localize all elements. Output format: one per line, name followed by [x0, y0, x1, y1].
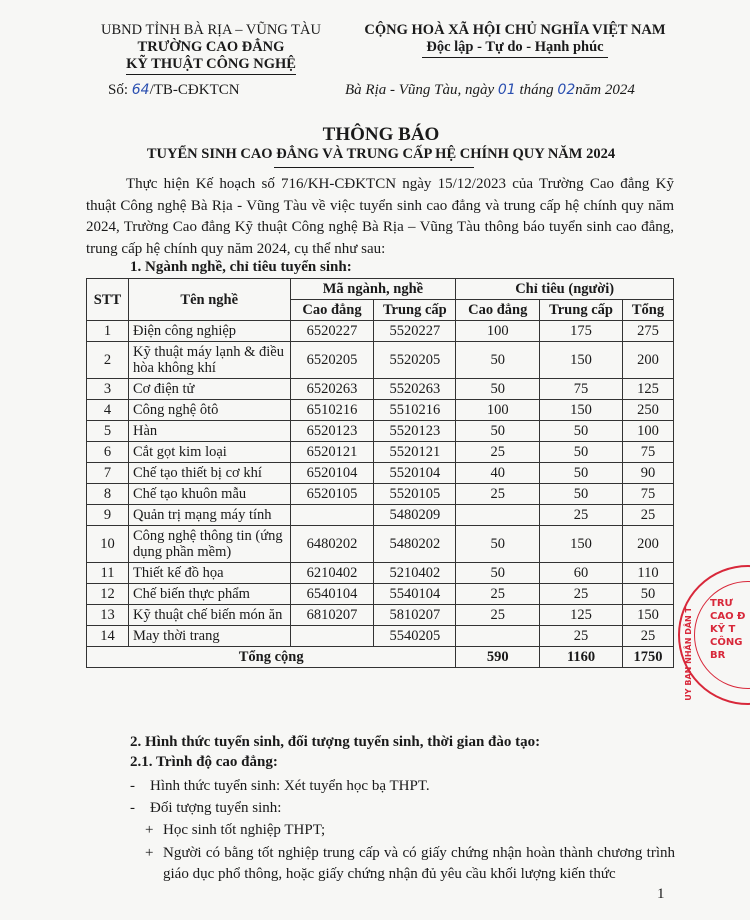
row-quota-cd: 50	[456, 526, 540, 563]
document-subtitle: TUYỂN SINH CAO ĐẲNG VÀ TRUNG CẤP HỆ CHÍNH QUY NĂM 2024	[146, 146, 616, 162]
row-quota-cd: 100	[456, 321, 540, 342]
row-quota-tc: 150	[540, 526, 623, 563]
row-quota-tc: 175	[540, 321, 623, 342]
row-stt: 9	[87, 505, 129, 526]
row-quota-tc: 150	[540, 400, 623, 421]
row-stt: 6	[87, 442, 129, 463]
row-quota-cd: 50	[456, 421, 540, 442]
row-code-cd: 6520227	[290, 321, 374, 342]
quota-table	[86, 278, 674, 668]
row-quota-tc: 60	[540, 563, 623, 584]
row-name: Chế tạo khuôn mẫu	[128, 484, 290, 505]
row-code-cd: 6480202	[290, 526, 374, 563]
row-stt: 13	[87, 605, 129, 626]
row-code-cd: 6520105	[290, 484, 374, 505]
row-code-tc: 5520263	[374, 379, 456, 400]
row-stt: 14	[87, 626, 129, 647]
row-total: 200	[622, 526, 673, 563]
row-code-cd: 6210402	[290, 563, 374, 584]
row-code-tc: 5540104	[374, 584, 456, 605]
table-row	[87, 563, 674, 584]
section-1-heading: 1. Ngành nghề, chỉ tiêu tuyển sinh:	[130, 259, 352, 275]
subbullet-2-text: Người có bằng tốt nghiệp trung cấp và có giấy chứng nhận hoàn thành chương trình giáo dục phổ thông, hoặc giấy chứng nhận đủ yêu cầu khối lượng kiến thức	[163, 845, 675, 882]
table-row	[87, 379, 674, 400]
row-quota-tc: 25	[540, 584, 623, 605]
seal-line: CÔNG	[710, 637, 743, 648]
row-total: 250	[622, 400, 673, 421]
row-name: Hàn	[128, 421, 290, 442]
row-quota-tc: 50	[540, 421, 623, 442]
table-row	[87, 421, 674, 442]
date-month: 02	[557, 82, 576, 98]
row-stt: 2	[87, 342, 129, 379]
row-stt: 8	[87, 484, 129, 505]
row-quota-tc: 150	[540, 342, 623, 379]
table-row	[87, 484, 674, 505]
row-stt: 1	[87, 321, 129, 342]
row-quota-cd: 25	[456, 442, 540, 463]
row-quota-tc: 50	[540, 484, 623, 505]
row-total: 25	[622, 505, 673, 526]
row-code-tc: 5520227	[374, 321, 456, 342]
row-quota-tc: 50	[540, 463, 623, 484]
row-name: Chế tạo thiết bị cơ khí	[128, 463, 290, 484]
header-code-tc: Trung cấp	[374, 300, 456, 321]
row-stt: 3	[87, 379, 129, 400]
row-stt: 12	[87, 584, 129, 605]
doc-number-suffix: /TB-CĐKTCN	[149, 82, 240, 98]
row-name: Cắt gọt kim loại	[128, 442, 290, 463]
doc-number-handwritten: 64	[131, 82, 150, 98]
doc-number-label: Số:	[108, 82, 132, 98]
row-code-tc: 5480202	[374, 526, 456, 563]
row-total: 150	[622, 605, 673, 626]
section-2-1-heading: 2.1. Trình độ cao đẳng:	[130, 754, 278, 770]
date-month-label: tháng	[515, 82, 558, 98]
national-header	[330, 22, 700, 58]
table-row	[87, 605, 674, 626]
row-code-tc: 5520205	[374, 342, 456, 379]
header-stt: STT	[87, 279, 129, 321]
plus-marker: +	[145, 845, 154, 861]
row-quota-tc: 25	[540, 505, 623, 526]
header-quota-cd: Cao đẳng	[456, 300, 540, 321]
row-stt: 10	[87, 526, 129, 563]
row-quota-tc: 75	[540, 379, 623, 400]
row-code-tc: 5810207	[374, 605, 456, 626]
row-name: May thời trang	[128, 626, 290, 647]
row-quota-cd: 25	[456, 484, 540, 505]
row-total: 75	[622, 442, 673, 463]
section-2-heading: 2. Hình thức tuyển sinh, đối tượng tuyển sinh, thời gian đào tạo:	[130, 734, 541, 750]
seal-line: KỸ T	[710, 624, 736, 635]
row-quota-cd: 50	[456, 342, 540, 379]
row-code-cd: 6810207	[290, 605, 374, 626]
row-total: 200	[622, 342, 673, 379]
row-code-tc: 5520123	[374, 421, 456, 442]
subbullet-target-2	[145, 843, 675, 885]
header-quota-total: Tổng	[622, 300, 673, 321]
row-code-cd: 6540104	[290, 584, 374, 605]
seal-ring-text: UY BAN NHÂN DÂN T	[684, 607, 693, 701]
row-code-tc: 5520121	[374, 442, 456, 463]
table-row	[87, 505, 674, 526]
row-total: 50	[622, 584, 673, 605]
issuer-school-line1: TRƯỜNG CAO ĐẲNG	[137, 39, 285, 55]
total-row	[87, 647, 674, 668]
row-total: 110	[622, 563, 673, 584]
row-code-cd: 6510216	[290, 400, 374, 421]
total-quota-tc: 1160	[540, 647, 623, 668]
issuer-authority: UBND TỈNH BÀ RỊA – VŨNG TÀU	[101, 22, 321, 38]
row-code-cd: 6520121	[290, 442, 374, 463]
row-name: Điện công nghiệp	[128, 321, 290, 342]
date-year: năm 2024	[575, 82, 635, 98]
row-quota-cd: 100	[456, 400, 540, 421]
total-label: Tổng cộng	[87, 647, 456, 668]
nation-name: CỘNG HOÀ XÃ HỘI CHỦ NGHĨA VIỆT NAM	[364, 22, 666, 38]
bullet-form-text: Hình thức tuyển sinh: Xét tuyển học bạ THPT.	[150, 778, 430, 794]
row-code-cd: 6520123	[290, 421, 374, 442]
row-code-tc: 5540205	[374, 626, 456, 647]
bullet-target	[130, 798, 281, 819]
row-quota-cd: 25	[456, 584, 540, 605]
table-row	[87, 463, 674, 484]
row-stt: 4	[87, 400, 129, 421]
row-quota-cd	[456, 505, 540, 526]
plus-marker: +	[145, 822, 154, 838]
dash-marker: -	[130, 800, 135, 816]
document-title: THÔNG BÁO	[322, 124, 440, 145]
total-quota-total: 1750	[622, 647, 673, 668]
row-quota-tc: 125	[540, 605, 623, 626]
seal-line: TRƯ	[710, 598, 733, 609]
row-name: Chế biến thực phẩm	[128, 584, 290, 605]
row-stt: 7	[87, 463, 129, 484]
issuer-school-line2: KỸ THUẬT CÔNG NGHỆ	[126, 56, 296, 75]
table-row	[87, 321, 674, 342]
row-quota-cd: 40	[456, 463, 540, 484]
row-code-cd: 6520104	[290, 463, 374, 484]
seal-line: BR	[710, 650, 726, 661]
title-divider	[274, 167, 474, 168]
row-stt: 11	[87, 563, 129, 584]
official-seal	[678, 565, 750, 705]
table-row	[87, 626, 674, 647]
header-name: Tên nghề	[128, 279, 290, 321]
document-number	[108, 82, 240, 99]
row-total: 125	[622, 379, 673, 400]
bullet-target-text: Đối tượng tuyển sinh:	[150, 800, 282, 816]
row-code-tc: 5520105	[374, 484, 456, 505]
row-code-tc: 5480209	[374, 505, 456, 526]
issuer-block	[86, 22, 336, 75]
national-motto: Độc lập - Tự do - Hạnh phúc	[422, 39, 607, 58]
document-date	[345, 82, 635, 99]
total-quota-cd: 590	[456, 647, 540, 668]
row-code-cd	[290, 626, 374, 647]
seal-line: CAO Đ	[710, 611, 746, 622]
row-total: 90	[622, 463, 673, 484]
row-code-tc: 5210402	[374, 563, 456, 584]
row-code-cd	[290, 505, 374, 526]
row-code-tc: 5520104	[374, 463, 456, 484]
page-number: 1	[657, 886, 665, 902]
header-quota-tc: Trung cấp	[540, 300, 623, 321]
row-name: Kỹ thuật chế biến món ăn	[128, 605, 290, 626]
row-quota-cd: 50	[456, 379, 540, 400]
row-code-cd: 6520205	[290, 342, 374, 379]
header-quota-group: Chỉ tiêu (người)	[456, 279, 674, 300]
row-code-cd: 6520263	[290, 379, 374, 400]
row-name: Quản trị mạng máy tính	[128, 505, 290, 526]
seal-center-text	[710, 597, 750, 662]
row-quota-cd	[456, 626, 540, 647]
row-name: Kỹ thuật máy lạnh & điều hòa không khí	[128, 342, 290, 379]
row-quota-cd: 50	[456, 563, 540, 584]
row-name: Công nghệ thông tin (ứng dụng phần mềm)	[128, 526, 290, 563]
date-day: 01	[497, 82, 516, 98]
header-code-group: Mã ngành, nghề	[290, 279, 456, 300]
date-prefix: Bà Rịa - Vũng Tàu, ngày	[345, 82, 498, 98]
bullet-form	[130, 776, 430, 797]
row-quota-tc: 50	[540, 442, 623, 463]
dash-marker: -	[130, 778, 135, 794]
table-row	[87, 400, 674, 421]
subbullet-target-1	[145, 820, 325, 841]
row-total: 100	[622, 421, 673, 442]
table-row	[87, 584, 674, 605]
subbullet-1-text: Học sinh tốt nghiệp THPT;	[163, 822, 326, 838]
header-code-cd: Cao đẳng	[290, 300, 374, 321]
row-total: 25	[622, 626, 673, 647]
row-total: 275	[622, 321, 673, 342]
row-name: Công nghệ ôtô	[128, 400, 290, 421]
row-code-tc: 5510216	[374, 400, 456, 421]
table-row	[87, 442, 674, 463]
row-total: 75	[622, 484, 673, 505]
row-name: Cơ điện tử	[128, 379, 290, 400]
table-row	[87, 342, 674, 379]
table-row	[87, 526, 674, 563]
row-quota-tc: 25	[540, 626, 623, 647]
row-stt: 5	[87, 421, 129, 442]
row-quota-cd: 25	[456, 605, 540, 626]
intro-paragraph: Thực hiện Kế hoạch số 716/KH-CĐKTCN ngày 15/12/2023 của Trường Cao đẳng Kỹ thuật Công nghệ Bà Rịa - Vũng Tàu về việc tuyển sinh cao đẳng và trung cấp hệ chính quy năm 2024, Trường Cao đẳng Kỹ thuật Công nghệ Bà Rịa – Vũng Tàu thông báo tuyển sinh cao đẳng, trung cấp hệ chính quy năm 2024, cụ thể như sau:	[86, 176, 674, 257]
row-name: Thiết kế đồ họa	[128, 563, 290, 584]
